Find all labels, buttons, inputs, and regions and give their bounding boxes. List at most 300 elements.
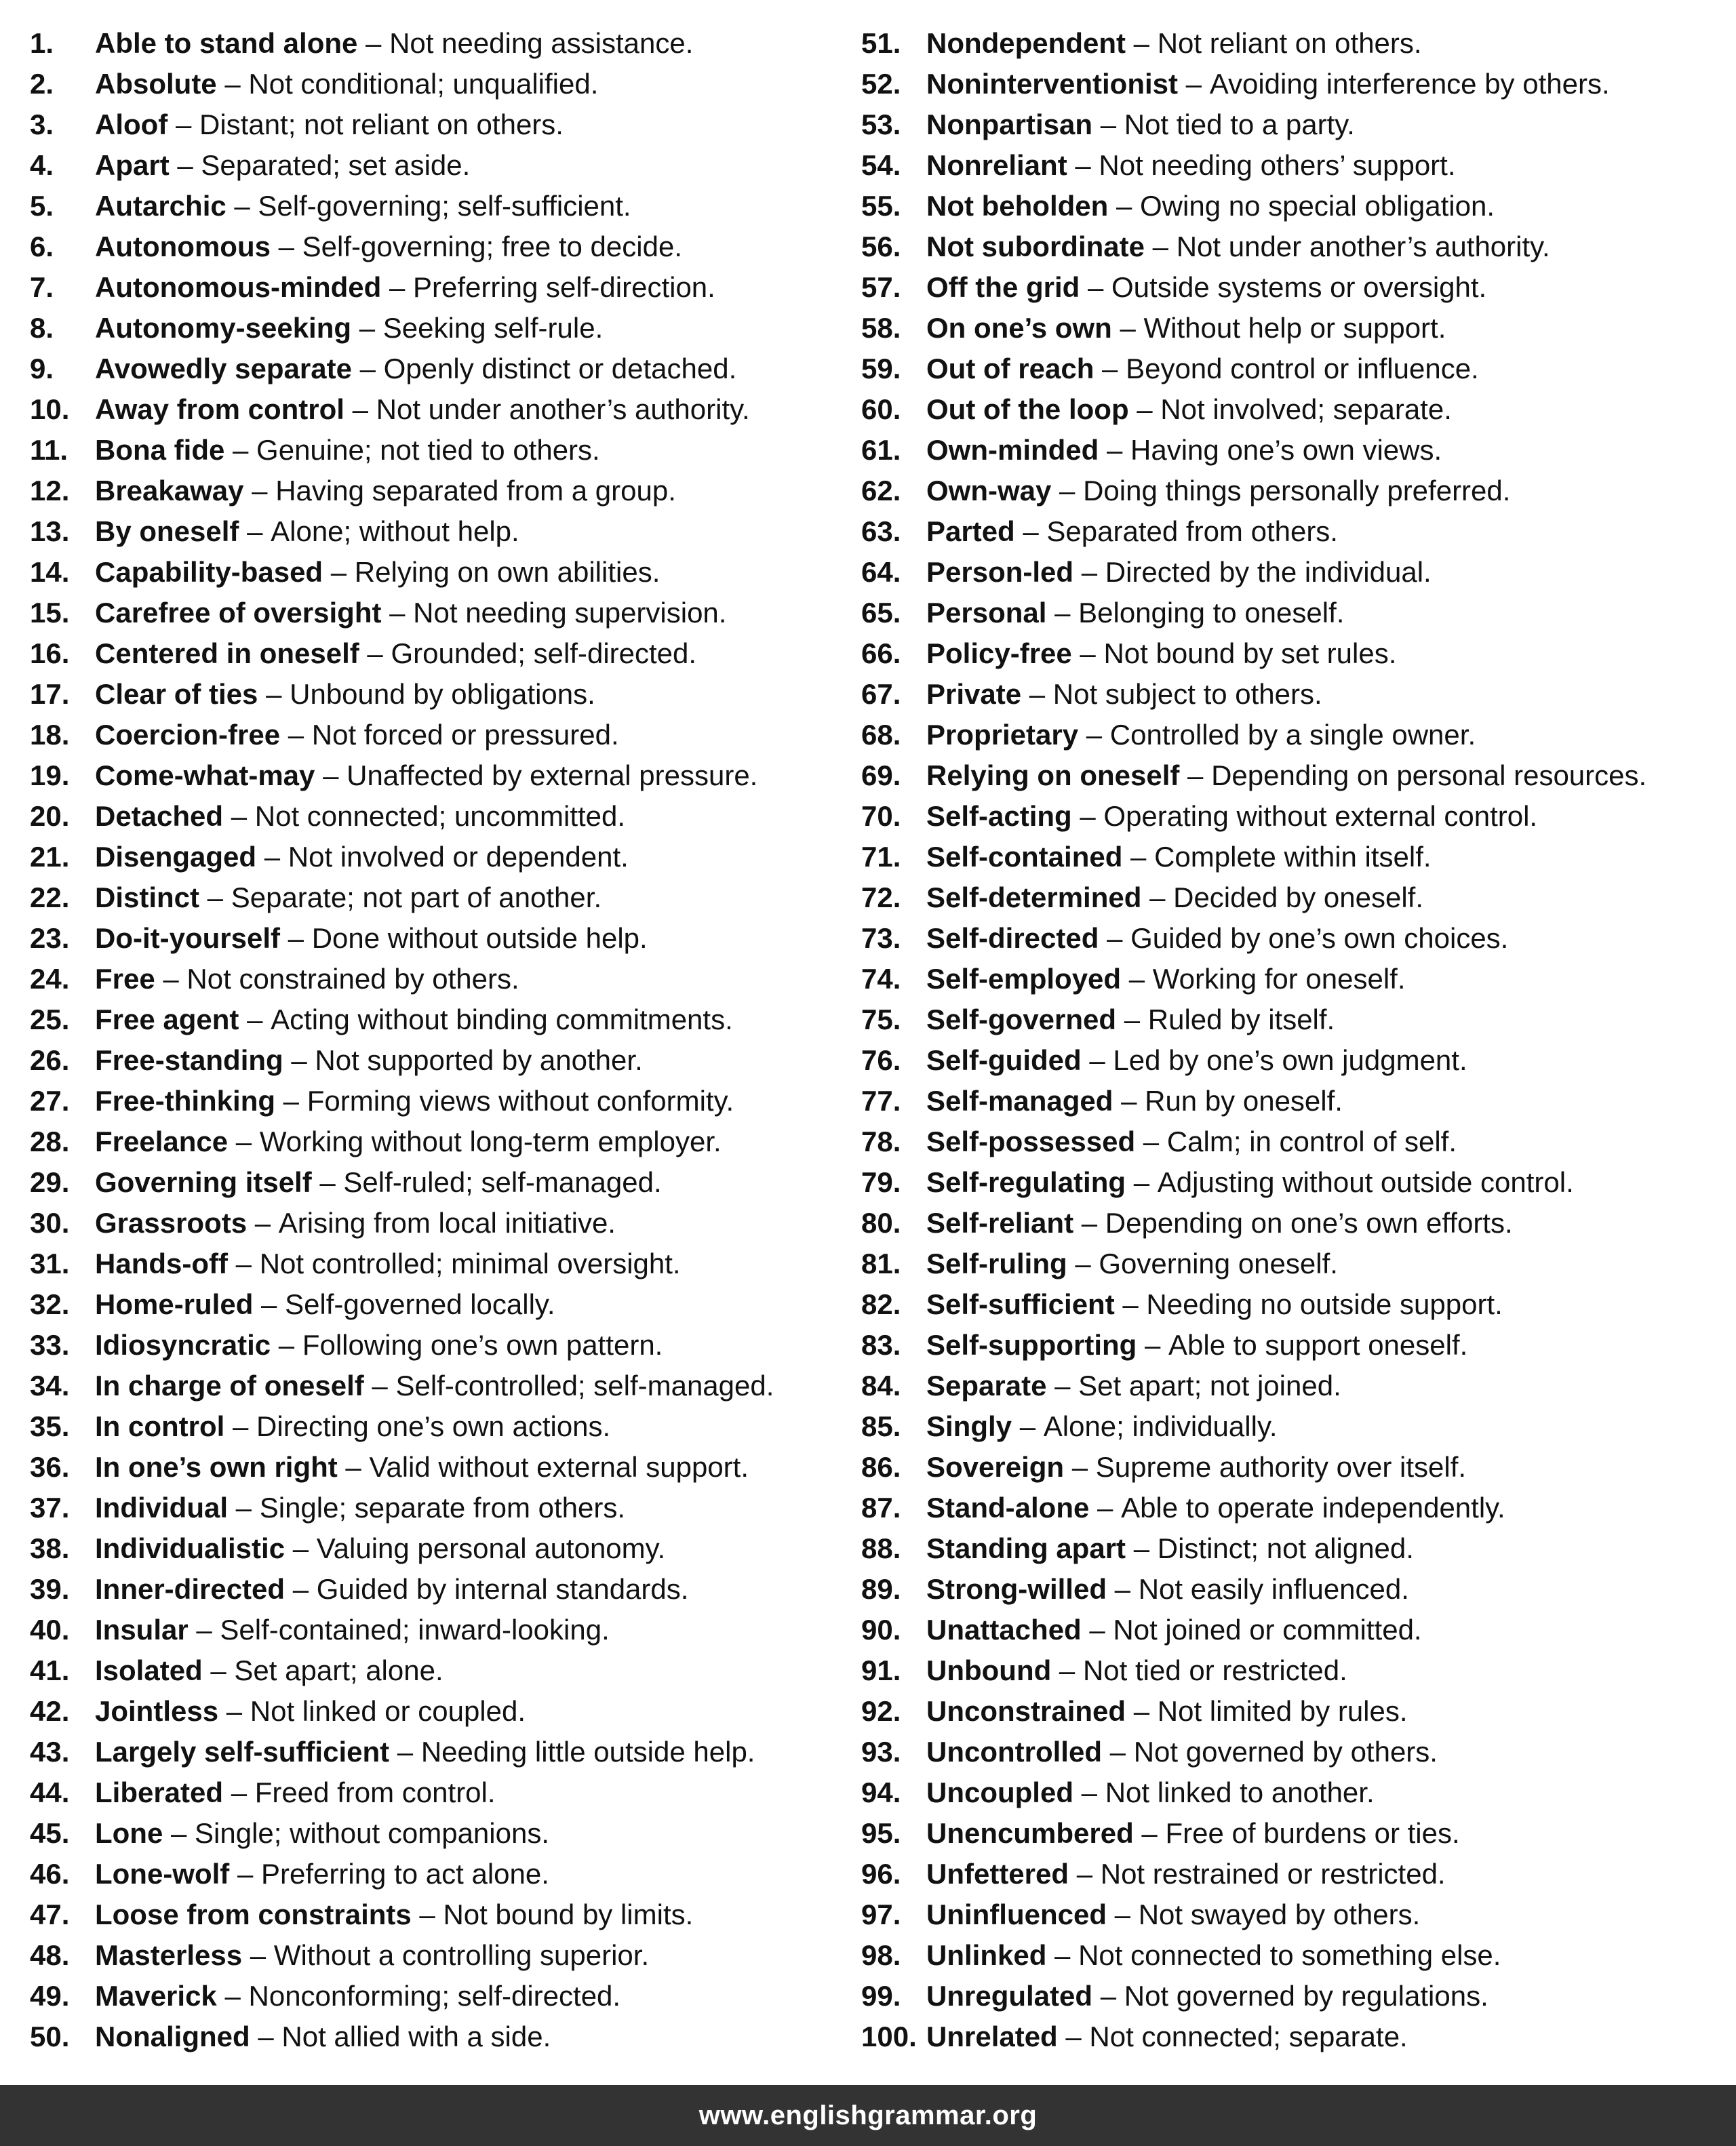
item-definition: Not connected to something else. — [1078, 1939, 1501, 1971]
item-term: Not subordinate — [926, 231, 1145, 262]
item-definition: Not easily influenced. — [1138, 1573, 1409, 1605]
item-definition: Having separated from a group. — [275, 475, 676, 506]
list-item — [861, 186, 1729, 226]
dash-separator: – — [1067, 149, 1099, 181]
item-number: 50. — [30, 2021, 70, 2052]
list-item — [861, 1732, 1729, 1772]
item-term: Capability-based — [95, 556, 323, 588]
item-definition: Not swayed by others. — [1138, 1899, 1421, 1930]
item-number: 23. — [30, 922, 70, 954]
item-definition: Depending on personal resources. — [1211, 759, 1647, 791]
list-item — [30, 755, 844, 796]
item-number: 52. — [861, 68, 901, 100]
item-definition: Forming views without conformity. — [307, 1085, 734, 1117]
item-term: Individual — [95, 1492, 229, 1524]
item-number: 25. — [30, 1004, 70, 1035]
item-number: 10. — [30, 393, 70, 425]
list-item — [30, 633, 844, 674]
item-term: In one’s own right — [95, 1451, 338, 1483]
dash-separator: – — [1046, 1370, 1079, 1402]
list-item — [861, 552, 1729, 593]
dash-separator: – — [1126, 1695, 1158, 1727]
dash-separator: – — [363, 1370, 396, 1402]
list-item — [861, 1081, 1729, 1121]
item-term: Liberated — [95, 1776, 224, 1808]
list-item — [861, 1447, 1729, 1488]
list-item — [861, 511, 1729, 552]
dash-separator: – — [357, 27, 390, 59]
dash-separator: – — [169, 149, 201, 181]
item-definition: Not bound by limits. — [443, 1899, 694, 1930]
item-term: Unfettered — [926, 1858, 1069, 1890]
item-definition: Separate; not part of another. — [231, 881, 602, 913]
item-definition: Not involved; separate. — [1160, 393, 1452, 425]
item-term: On one’s own — [926, 312, 1112, 344]
item-definition: Working for oneself. — [1152, 963, 1406, 995]
item-term: Lone-wolf — [95, 1858, 230, 1890]
item-number: 89. — [861, 1573, 901, 1605]
item-number: 61. — [861, 434, 901, 466]
item-term: Standing apart — [926, 1532, 1126, 1564]
list-item — [861, 1406, 1729, 1447]
item-definition: Not bound by set rules. — [1103, 637, 1397, 669]
item-definition: Able to operate independently. — [1121, 1492, 1505, 1524]
dash-separator: – — [1102, 1736, 1134, 1768]
item-definition: Single; separate from others. — [259, 1492, 625, 1524]
list-item — [861, 633, 1729, 674]
item-term: Unregulated — [926, 1980, 1093, 2012]
dash-separator: – — [247, 1207, 279, 1239]
list-item — [30, 1935, 844, 1976]
item-term: Autarchic — [95, 190, 226, 222]
item-definition: Not needing others’ support. — [1099, 149, 1456, 181]
dash-separator: – — [351, 353, 384, 384]
item-number: 75. — [861, 1004, 901, 1035]
dash-separator: – — [1107, 1899, 1139, 1930]
item-term: Able to stand alone — [95, 27, 358, 59]
item-definition: Doing things personally preferred. — [1083, 475, 1511, 506]
list-item — [30, 1732, 844, 1772]
dash-separator: – — [275, 1085, 307, 1117]
item-definition: Not involved or dependent. — [288, 841, 629, 873]
dash-separator: – — [1125, 27, 1158, 59]
item-definition: Not supported by another. — [315, 1044, 643, 1076]
list-item — [861, 1284, 1729, 1325]
item-number: 82. — [861, 1288, 901, 1320]
list-item — [861, 1528, 1729, 1569]
item-term: Self-governed — [926, 1004, 1117, 1035]
item-definition: Guided by one’s own choices. — [1130, 922, 1509, 954]
list-item — [861, 1569, 1729, 1610]
item-definition: Having one’s own views. — [1130, 434, 1442, 466]
item-number: 29. — [30, 1166, 70, 1198]
list-item — [861, 1772, 1729, 1813]
list-item — [30, 796, 844, 837]
item-term: Self-ruling — [926, 1248, 1067, 1279]
list-item — [861, 796, 1729, 837]
item-number: 68. — [861, 719, 901, 751]
item-term: Clear of ties — [95, 678, 258, 710]
item-term: Sovereign — [926, 1451, 1065, 1483]
dash-separator: – — [1137, 1329, 1169, 1361]
dash-separator: – — [1081, 1044, 1113, 1076]
item-definition: Controlled by a single owner. — [1109, 719, 1476, 751]
dash-separator: – — [270, 231, 302, 262]
item-definition: Not linked or coupled. — [250, 1695, 526, 1727]
item-term: Stand-alone — [926, 1492, 1090, 1524]
list-item — [30, 1488, 844, 1528]
item-number: 85. — [861, 1410, 901, 1442]
item-definition: Nonconforming; self-directed. — [248, 1980, 621, 2012]
list-item — [30, 674, 844, 715]
item-term: In charge of oneself — [95, 1370, 364, 1402]
item-term: Loose from constraints — [95, 1899, 412, 1930]
item-definition: Operating without external control. — [1103, 800, 1538, 832]
item-definition: Not reliant on others. — [1157, 27, 1422, 59]
dash-separator: – — [199, 881, 231, 913]
dash-separator: – — [1046, 1939, 1079, 1971]
item-term: Self-directed — [926, 922, 1099, 954]
dash-separator: – — [1116, 1004, 1148, 1035]
dash-separator: – — [227, 1248, 260, 1279]
dash-separator: – — [389, 1736, 421, 1768]
item-number: 46. — [30, 1858, 70, 1890]
dash-separator: – — [1145, 231, 1177, 262]
item-number: 53. — [861, 108, 901, 140]
item-term: Self-determined — [926, 881, 1142, 913]
item-definition: Needing no outside support. — [1146, 1288, 1503, 1320]
dash-separator: – — [1099, 922, 1131, 954]
dash-separator: – — [1114, 1288, 1147, 1320]
item-term: Aloof — [95, 108, 168, 140]
item-term: Carefree of oversight — [95, 597, 382, 629]
item-number: 79. — [861, 1166, 901, 1198]
item-term: Parted — [926, 515, 1015, 547]
item-number: 90. — [861, 1614, 901, 1646]
list-item — [861, 1935, 1729, 1976]
item-term: Not beholden — [926, 190, 1109, 222]
item-term: Self-possessed — [926, 1126, 1136, 1157]
item-number: 94. — [861, 1776, 901, 1808]
item-definition: Seeking self-rule. — [382, 312, 604, 344]
item-term: In control — [95, 1410, 225, 1442]
list-item — [30, 1121, 844, 1162]
item-term: Self-reliant — [926, 1207, 1074, 1239]
dash-separator: – — [223, 1776, 255, 1808]
list-item — [30, 918, 844, 959]
dash-separator: – — [1121, 963, 1153, 995]
dash-separator: – — [1069, 1858, 1101, 1890]
item-definition: Grounded; self-directed. — [391, 637, 697, 669]
dash-separator: – — [229, 1858, 261, 1890]
item-definition: Acting without binding commitments. — [271, 1004, 733, 1035]
dash-separator: – — [228, 1492, 260, 1524]
item-term: Own-way — [926, 475, 1052, 506]
item-term: Hands-off — [95, 1248, 228, 1279]
list-item — [30, 1976, 844, 2016]
item-number: 77. — [861, 1085, 901, 1117]
item-number: 57. — [861, 271, 901, 303]
item-number: 44. — [30, 1776, 70, 1808]
item-definition: Not forced or pressured. — [311, 719, 619, 751]
item-number: 31. — [30, 1248, 70, 1279]
dash-separator: – — [285, 1573, 317, 1605]
list-item — [861, 23, 1729, 64]
item-number: 91. — [861, 1654, 901, 1686]
list-item — [30, 1569, 844, 1610]
item-definition: Not tied or restricted. — [1082, 1654, 1347, 1686]
item-number: 32. — [30, 1288, 70, 1320]
item-term: Disengaged — [95, 841, 257, 873]
item-number: 33. — [30, 1329, 70, 1361]
item-term: Masterless — [95, 1939, 243, 1971]
dash-separator: – — [239, 515, 271, 547]
list-item — [861, 2016, 1729, 2057]
item-term: Uncontrolled — [926, 1736, 1102, 1768]
item-number: 4. — [30, 149, 54, 181]
list-item — [30, 145, 844, 186]
list-item — [30, 511, 844, 552]
item-definition: Not limited by rules. — [1157, 1695, 1408, 1727]
dash-separator: – — [226, 190, 258, 222]
item-number: 21. — [30, 841, 70, 873]
dash-separator: – — [1073, 1776, 1105, 1808]
list-item — [30, 267, 844, 308]
item-definition: Self-governing; self-sufficient. — [258, 190, 631, 222]
item-number: 14. — [30, 556, 70, 588]
footer-website-link[interactable]: www.englishgrammar.org — [698, 2100, 1038, 2130]
dash-separator: – — [228, 1126, 260, 1157]
list-item — [861, 267, 1729, 308]
dash-separator: – — [243, 475, 276, 506]
item-term: Absolute — [95, 68, 217, 100]
list-item — [861, 1325, 1729, 1366]
list-item — [30, 1813, 844, 1854]
item-number: 42. — [30, 1695, 70, 1727]
item-definition: Not under another’s authority. — [376, 393, 750, 425]
item-definition: Able to support oneself. — [1168, 1329, 1468, 1361]
dash-separator: – — [242, 1939, 274, 1971]
item-term: Self-managed — [926, 1085, 1113, 1117]
list-item — [30, 1203, 844, 1244]
item-number: 45. — [30, 1817, 70, 1849]
item-definition: Set apart; not joined. — [1078, 1370, 1341, 1402]
item-term: Maverick — [95, 1980, 217, 2012]
dash-separator: – — [283, 1044, 315, 1076]
item-term: Lone — [95, 1817, 163, 1849]
item-term: Inner-directed — [95, 1573, 285, 1605]
item-number: 2. — [30, 68, 54, 100]
item-number: 47. — [30, 1899, 70, 1930]
item-number: 51. — [861, 27, 901, 59]
dash-separator: – — [1012, 1410, 1044, 1442]
item-definition: Following one’s own pattern. — [302, 1329, 663, 1361]
list-item — [861, 349, 1729, 389]
item-term: Bona fide — [95, 434, 225, 466]
dash-separator: – — [1133, 1817, 1166, 1849]
item-definition: Outside systems or oversight. — [1111, 271, 1487, 303]
item-number: 16. — [30, 637, 70, 669]
list-item — [30, 552, 844, 593]
item-term: Person-led — [926, 556, 1074, 588]
item-definition: Not conditional; unqualified. — [248, 68, 599, 100]
item-number: 39. — [30, 1573, 70, 1605]
list-item — [861, 877, 1729, 918]
item-term: Free-standing — [95, 1044, 283, 1076]
item-term: Self-regulating — [926, 1166, 1126, 1198]
dash-separator: – — [337, 1451, 370, 1483]
item-definition: Self-governing; free to decide. — [302, 231, 682, 262]
dash-separator: – — [155, 963, 187, 995]
item-number: 49. — [30, 1980, 70, 2012]
item-term: Self-sufficient — [926, 1288, 1115, 1320]
item-term: Own-minded — [926, 434, 1099, 466]
list-item — [861, 389, 1729, 430]
item-definition: Not controlled; minimal oversight. — [259, 1248, 681, 1279]
dash-separator: – — [1046, 597, 1079, 629]
list-item — [861, 1040, 1729, 1081]
list-item — [30, 226, 844, 267]
list-item — [861, 959, 1729, 999]
item-term: Self-guided — [926, 1044, 1082, 1076]
list-item — [30, 1244, 844, 1284]
list-item — [861, 1854, 1729, 1894]
list-item — [861, 1894, 1729, 1935]
dash-separator: – — [1108, 190, 1141, 222]
item-definition: Not linked to another. — [1105, 1776, 1375, 1808]
dash-separator: – — [1111, 312, 1144, 344]
item-number: 54. — [861, 149, 901, 181]
item-definition: Freed from control. — [254, 1776, 496, 1808]
item-term: Nonaligned — [95, 2021, 250, 2052]
item-number: 55. — [861, 190, 901, 222]
list-item — [861, 918, 1729, 959]
item-term: Avowedly separate — [95, 353, 352, 384]
list-item — [861, 1121, 1729, 1162]
item-number: 100. — [861, 2021, 917, 2052]
item-definition: Relying on own abilities. — [354, 556, 660, 588]
dash-separator: – — [280, 719, 312, 751]
item-definition: Distant; not reliant on others. — [199, 108, 564, 140]
item-term: Autonomous-minded — [95, 271, 382, 303]
dash-separator: – — [1094, 353, 1126, 384]
item-term: Self-supporting — [926, 1329, 1137, 1361]
dash-separator: – — [1099, 434, 1131, 466]
item-term: Distinct — [95, 881, 200, 913]
item-definition: Alone; individually. — [1043, 1410, 1278, 1442]
dash-separator: – — [1067, 1248, 1099, 1279]
item-number: 92. — [861, 1695, 901, 1727]
item-number: 71. — [861, 841, 901, 873]
item-number: 83. — [861, 1329, 901, 1361]
list-item — [861, 1162, 1729, 1203]
dash-separator: – — [285, 1532, 317, 1564]
item-definition: Distinct; not aligned. — [1157, 1532, 1414, 1564]
list-item — [861, 1650, 1729, 1691]
list-item — [861, 674, 1729, 715]
dash-separator: – — [359, 637, 391, 669]
item-definition: Adjusting without outside control. — [1157, 1166, 1574, 1198]
item-number: 26. — [30, 1044, 70, 1076]
item-definition: Avoiding interference by others. — [1209, 68, 1610, 100]
list-item — [30, 877, 844, 918]
item-term: Nonreliant — [926, 149, 1067, 181]
list-item — [861, 471, 1729, 511]
item-definition: Not tied to a party. — [1124, 108, 1355, 140]
item-definition: Needing little outside help. — [420, 1736, 755, 1768]
item-number: 69. — [861, 759, 901, 791]
list-item — [861, 430, 1729, 471]
list-item — [861, 1691, 1729, 1732]
item-definition: Alone; without help. — [271, 515, 519, 547]
item-number: 73. — [861, 922, 901, 954]
dash-separator: – — [1135, 1126, 1167, 1157]
item-number: 64. — [861, 556, 901, 588]
item-number: 24. — [30, 963, 70, 995]
item-number: 78. — [861, 1126, 901, 1157]
item-number: 13. — [30, 515, 70, 547]
list-item — [30, 23, 844, 64]
dash-separator: – — [1073, 1207, 1105, 1239]
item-number: 99. — [861, 1980, 901, 2012]
item-definition: Not subject to others. — [1052, 678, 1322, 710]
dash-separator: – — [1179, 759, 1212, 791]
dash-separator: – — [1064, 1451, 1096, 1483]
item-definition: Belonging to oneself. — [1078, 597, 1345, 629]
item-number: 15. — [30, 597, 70, 629]
list-item — [30, 1894, 844, 1935]
item-definition: Not constrained by others. — [186, 963, 519, 995]
list-item — [861, 104, 1729, 145]
dash-separator: – — [1178, 68, 1210, 100]
dash-separator: – — [216, 1980, 249, 2012]
dash-separator: – — [239, 1004, 271, 1035]
item-definition: Self-contained; inward-looking. — [220, 1614, 610, 1646]
list-item — [30, 1406, 844, 1447]
item-term: Centered in oneself — [95, 637, 359, 669]
item-number: 20. — [30, 800, 70, 832]
item-number: 37. — [30, 1492, 70, 1524]
item-number: 59. — [861, 353, 901, 384]
item-term: Unlinked — [926, 1939, 1047, 1971]
item-definition: Governing oneself. — [1099, 1248, 1338, 1279]
dash-separator: – — [258, 678, 290, 710]
item-definition: Ruled by itself. — [1147, 1004, 1335, 1035]
item-definition: Complete within itself. — [1154, 841, 1432, 873]
list-item — [30, 1284, 844, 1325]
dash-separator: – — [256, 841, 288, 873]
dash-separator: – — [167, 108, 199, 140]
item-definition: Preferring self-direction. — [412, 271, 715, 303]
item-definition: Without help or support. — [1143, 312, 1446, 344]
item-definition: Run by oneself. — [1145, 1085, 1343, 1117]
dash-separator: – — [1021, 678, 1053, 710]
item-definition: Not under another’s authority. — [1176, 231, 1550, 262]
item-number: 87. — [861, 1492, 901, 1524]
list-item — [861, 593, 1729, 633]
item-term: Come-what-may — [95, 759, 315, 791]
item-number: 1. — [30, 27, 54, 59]
list-item — [30, 1081, 844, 1121]
list-item — [30, 186, 844, 226]
item-term: Unbound — [926, 1654, 1052, 1686]
list-item — [30, 1447, 844, 1488]
item-number: 7. — [30, 271, 54, 303]
dash-separator: – — [280, 922, 312, 954]
dash-separator: – — [188, 1614, 220, 1646]
item-term: Nonpartisan — [926, 108, 1093, 140]
item-number: 28. — [30, 1126, 70, 1157]
